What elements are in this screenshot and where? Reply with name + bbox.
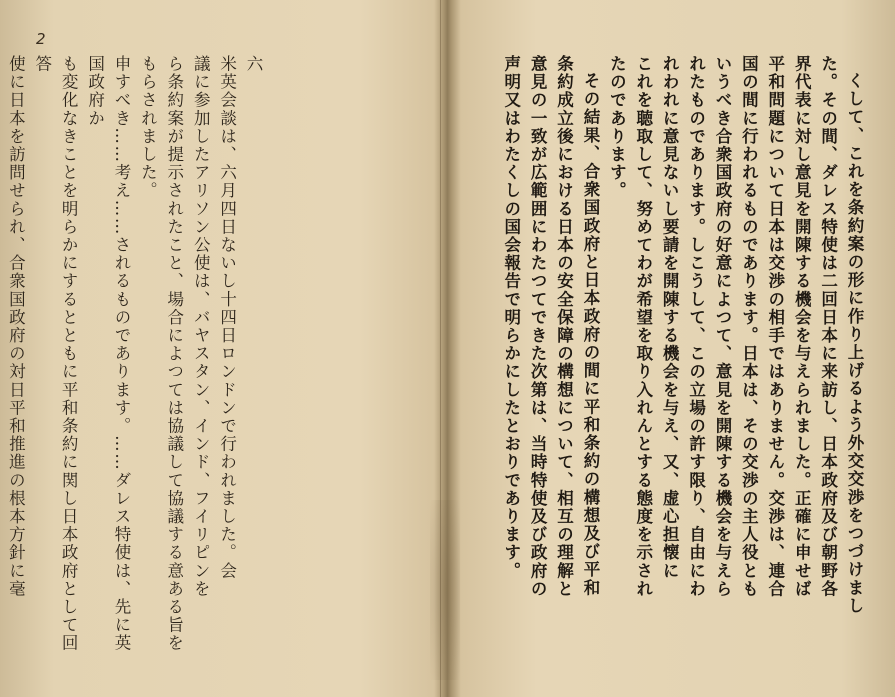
text-line: たのであります。 [607, 55, 627, 200]
right-page [449, 0, 895, 697]
text-line: 申すべき……考え……されるものであります。……ダレス特使は、先に英国政府か [85, 55, 131, 653]
section-heading-line: 六 [244, 55, 263, 74]
left-page [0, 0, 446, 697]
text-line: 国の間に行われるものであります。日本は、その交渉の主人役とも [739, 55, 759, 598]
text-line: 使に日本を訪問せられ、合衆国政府の対日平和推進の根本方針に毫 [6, 55, 26, 598]
text-line: これを聴取して、努めてわが希望を取り入れんとする態度を示され [633, 55, 653, 598]
text-line: も変化なきことを明らかにするとともに平和条約に関し日本政府として回答 [32, 55, 79, 653]
text-line: 声明又はわたくしの国会報告で明らかにしたとおりであります。 [501, 55, 521, 580]
text-line: た。その間、ダレス特使は二回日本に来訪し、日本政府及び朝野各 [818, 55, 838, 598]
text-line: くして、これを条約案の形に作り上げるよう外交交渉をつづけまし [845, 71, 864, 615]
text-line: 意見の一致が広範囲にわたつてできた次第は、当時特使及び政府の [528, 55, 548, 598]
text-line: 米英会談は、六月四日ないし十四日ロンドンで行われました。会 [217, 55, 237, 580]
left-page-text [0, 55, 266, 665]
text-line: いうべき合衆国政府の好意によつて、意見を開陳する機会を与えら [712, 55, 732, 598]
text-line: その結果、合衆国政府と日本政府の間に平和条約の構想及び平和 [580, 71, 600, 597]
page-number: 2 [36, 30, 46, 48]
text-line: 議に参加したアリソン公使は、バヤスタン、インド、フイリピンを [191, 55, 211, 598]
text-line: れわれに意見ないし要請を開陳する機会を与え、又、虚心担懐に [660, 55, 680, 580]
text-line: 界代表に対し意見を開陳する機会を与えられました。正確に申せば [792, 55, 812, 598]
text-line: 条約成立後における日本の安全保障の構想について、相互の理解と [554, 55, 574, 598]
right-page-text [437, 55, 867, 665]
text-line: 平和問題について日本は交渉の相手ではありません。交渉は、連合 [765, 55, 785, 598]
text-line: れたものであります。しこうして、この立場の許す限り、自由にわ [686, 55, 706, 598]
text-line: ら条約案が提示されたこと、場合によつては協議して協議する意ある旨をもらされました。 [138, 55, 184, 653]
